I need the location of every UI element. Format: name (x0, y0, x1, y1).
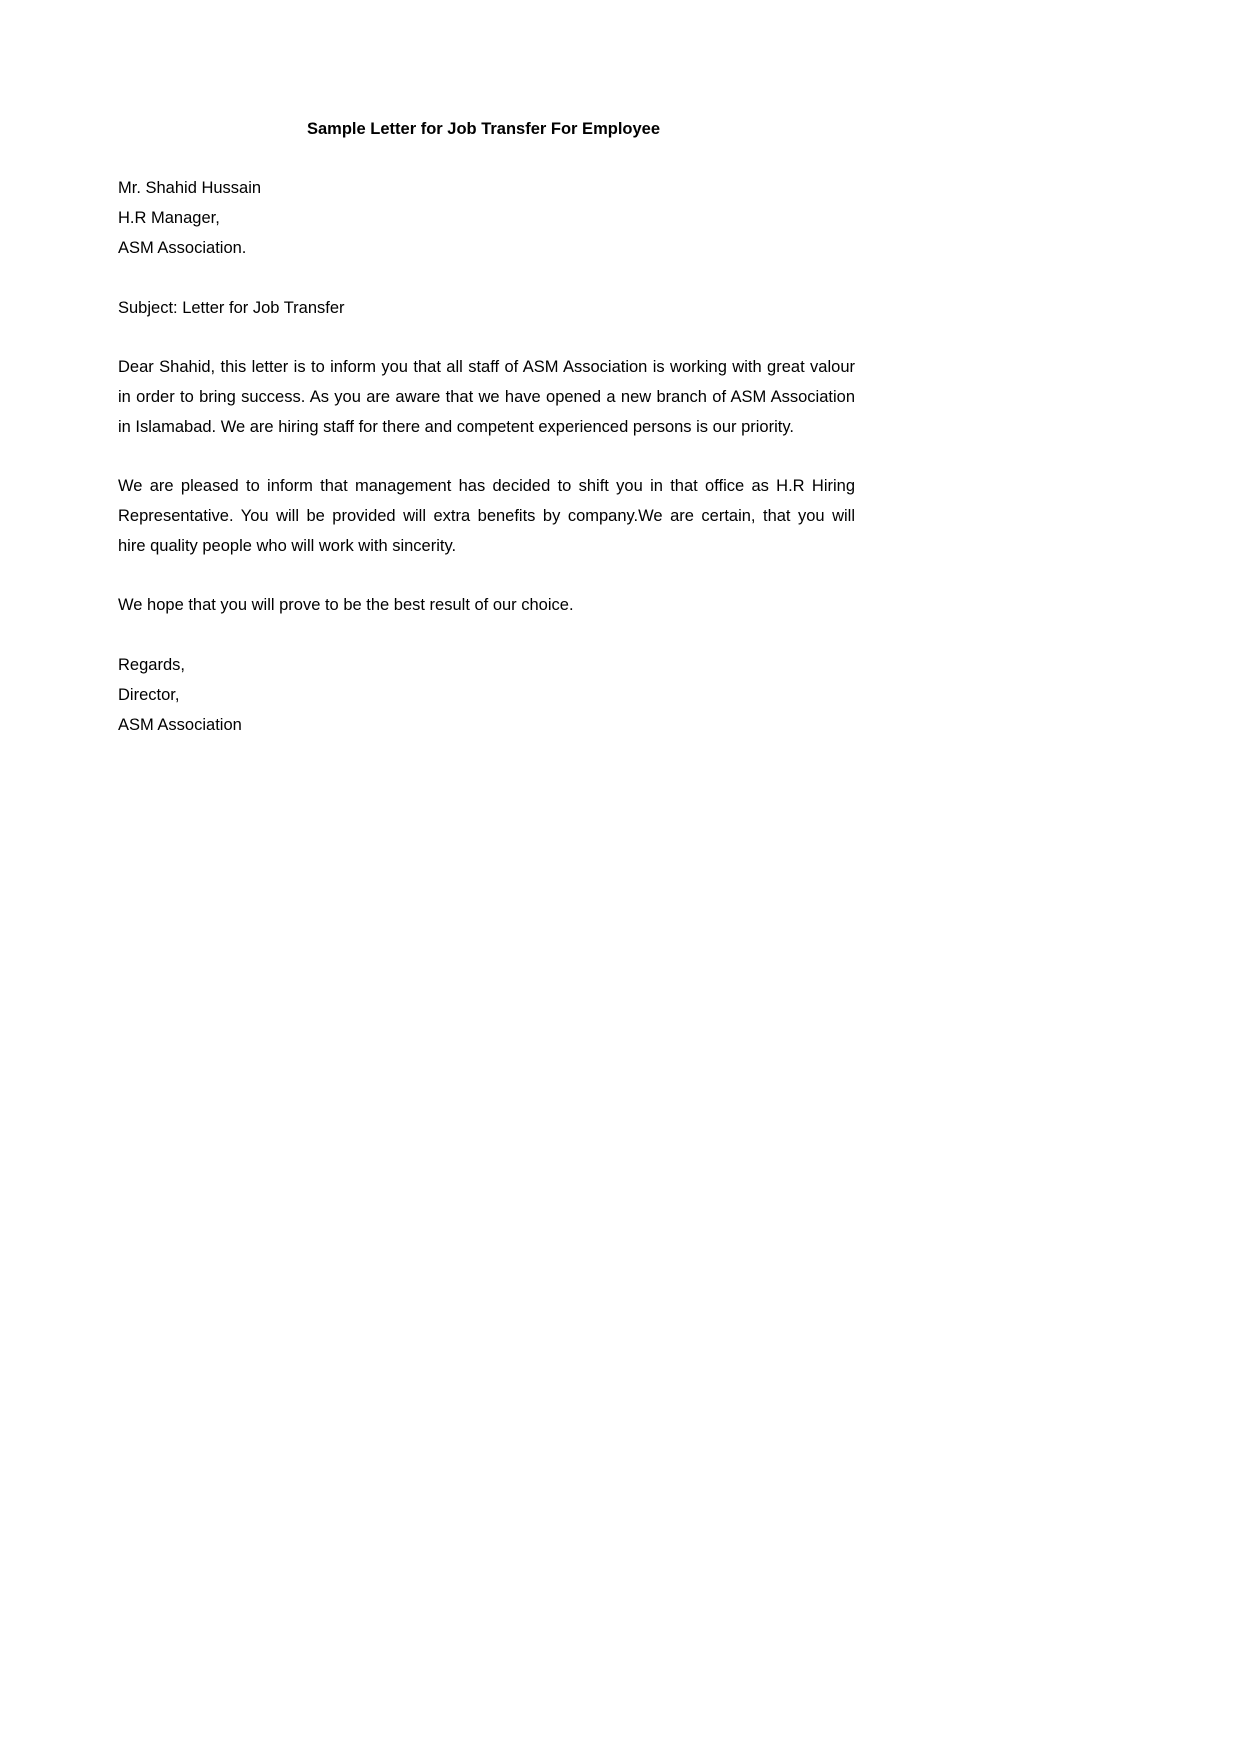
paragraph-1-line-2: in order to bring success. As you are aware that we have opened a new branch of ASM Association (118, 388, 855, 406)
closing-block (118, 650, 855, 740)
addressee-organization: ASM Association. (118, 239, 247, 257)
paragraph-2-line-3: hire quality people who will work with sincerity. (118, 537, 457, 555)
document-title: Sample Letter for Job Transfer For Employee (307, 120, 661, 138)
paragraph-1-line-3: in Islamabad. We are hiring staff for there and competent experienced persons is our priority. (118, 418, 794, 436)
subject-line (118, 293, 855, 323)
closing-organization: ASM Association (118, 716, 242, 734)
addressee-block (118, 173, 855, 263)
paragraph-1 (118, 352, 855, 442)
paragraph-2-line-1: We are pleased to inform that management has decided to shift you in that office as H.R Hiring (118, 477, 855, 495)
closing-title: Director, (118, 686, 180, 704)
paragraph-1-line-1: Dear Shahid, this letter is to inform you that all staff of ASM Association is working with great valour (118, 358, 855, 376)
paragraph-2-line-2: Representative. You will be provided will extra benefits by company.We are certain, that you will (118, 507, 855, 525)
paragraph-3 (118, 590, 855, 620)
paragraph-3-text: We hope that you will prove to be the best result of our choice. (118, 596, 574, 614)
paragraph-2 (118, 471, 855, 561)
closing-salutation: Regards, (118, 656, 185, 674)
subject-text: Subject: Letter for Job Transfer (118, 299, 345, 317)
addressee-name: Mr. Shahid Hussain (118, 179, 262, 197)
addressee-position: H.R Manager, (118, 209, 220, 227)
